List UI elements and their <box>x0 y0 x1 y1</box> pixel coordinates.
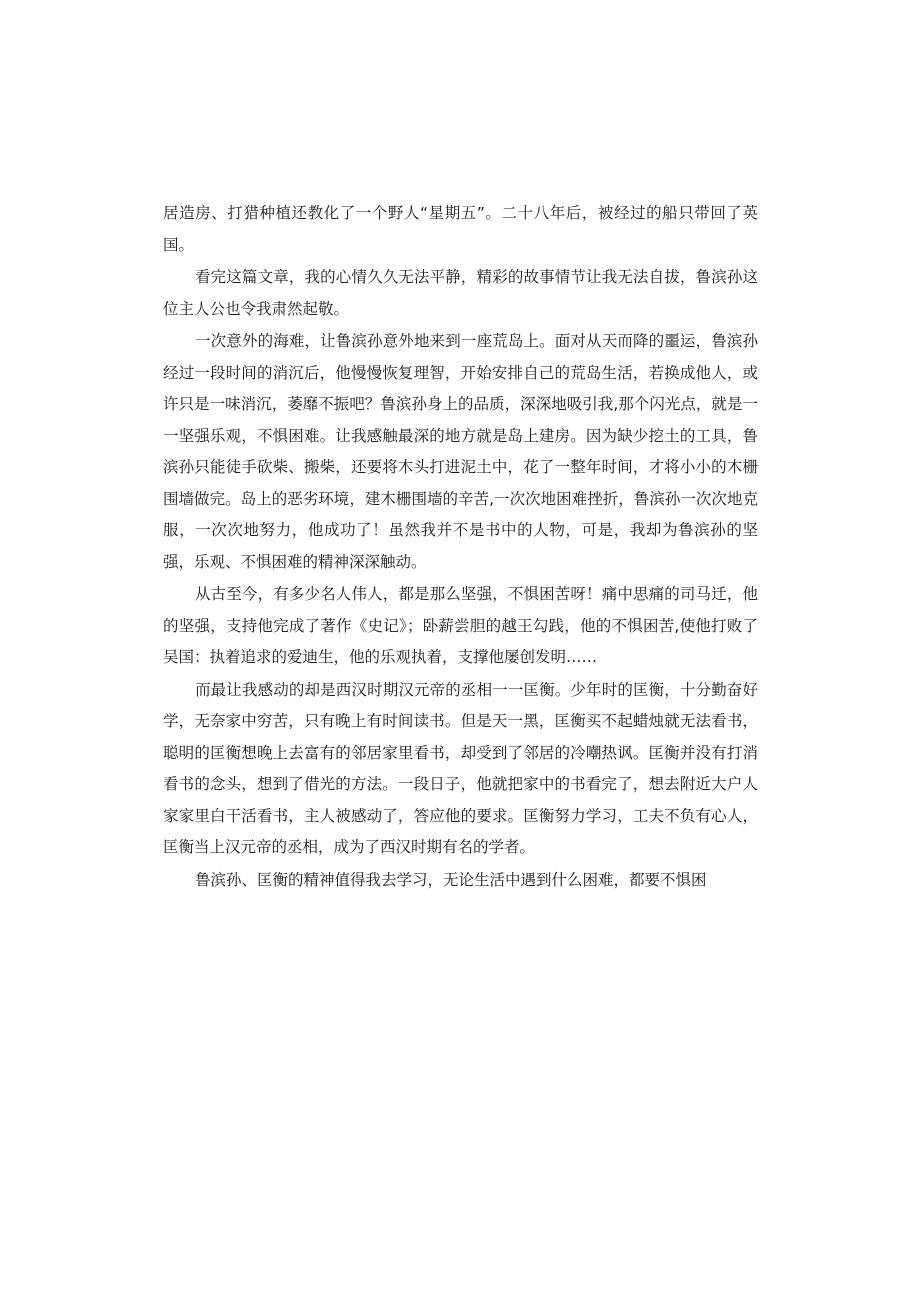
paragraph-kuang-heng: 而最让我感动的却是西汉时期汉元帝的丞相一一匡衡。少年时的匡衡，十分勤奋好学，无奈家中穷苦，只有晚上有时间读书。但是天一黑，匡衡买不起蜡烛就无法看书，聪明的匡衡想晚上去富有的邻居家里看书，却受到了邻居的冷嘲热讽。匡衡并没有打消看书的念头，想到了借光的方法。一段日子，他就把家中的书看完了，想去附近大户人家家里白干活看书，主人被感动了，答应他的要求。匡衡努力学习，工夫不负有心人，匡衡当上汉元帝的丞相，成为了西汉时期有名的学者。 <box>163 680 758 856</box>
paragraph-shipwreck: 一次意外的海难，让鲁滨孙意外地来到一座荒岛上。面对从天而降的噩运，鲁滨孙经过一段时间的消沉后，他慢慢恢复理智，开始安排自己的荒岛生活，若换成他人，或许只是一味消沉，萎靡不振吧？鲁滨孙身上的品质，深深地吸引我,那个闪光点，就是一一坚强乐观，不惧困难。让我感触最深的地方就是岛上建房。因为缺少挖土的工具，鲁滨孙只能徒手砍柴、搬柴，还要将木头打进泥土中，花了一整年时间，才将小小的木栅围墙做完。岛上的恶劣环境，建木栅围墙的辛苦,一次次地困难挫折，鲁滨孙一次次地克服，一次次地努力，他成功了！虽然我并不是书中的人物，可是，我却为鲁滨孙的坚强，乐观、不惧困难的精神深深触动。 <box>163 332 758 571</box>
paragraph-historical-figures: 从古至今，有多少名人伟人，都是那么坚强，不惧困苦呀！痛中思痛的司马迁，他的坚强，支持他完成了著作《史记》；卧薪尝胆的越王勾践，他的不惧困苦,使他打败了吴国：执着追求的爱迪生，他的乐观执着，支撑他屡创发明…… <box>163 585 758 666</box>
paragraph-conclusion: 鲁滨孙、匡衡的精神值得我去学习，无论生活中遇到什么困难，都要不惧困 <box>195 870 707 889</box>
essay-body <box>163 198 758 896</box>
paragraph-continuation: 居造房、打猎种植还教化了一个野人“星期五”。二十八年后，被经过的船只带回了英国。 <box>163 204 758 254</box>
paragraph-reflection: 看完这篇文章，我的心情久久无法平静，精彩的故事情节让我无法自拔，鲁滨孙这位主人公也令我肃然起敬。 <box>163 268 758 318</box>
